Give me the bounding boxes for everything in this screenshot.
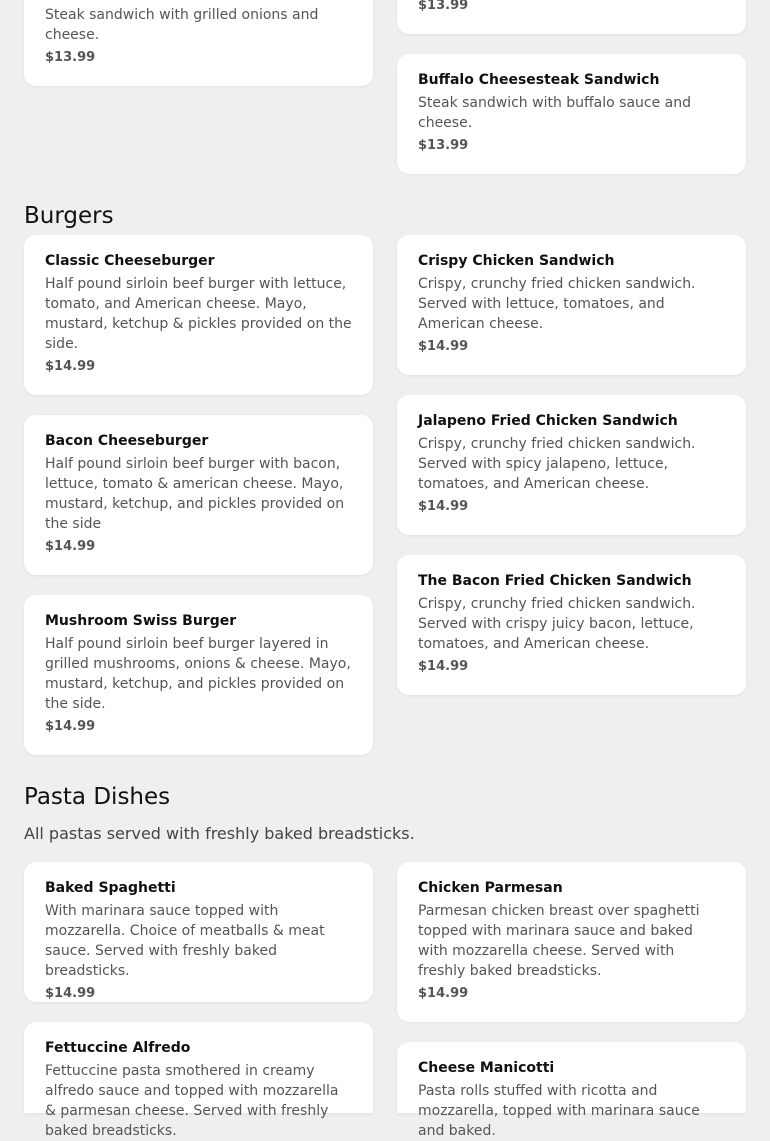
menu-item-price: $14.99 [45,986,96,1001]
menu-item-description: Fettuccine pasta smothered in creamy alfredo sauce and topped with mozzarella & parmesan cheese. Served with freshly baked breadsticks. [45,1063,339,1139]
menu-item-name: Crispy Chicken Sandwich [418,253,615,269]
menu-item-card-cheese-manicotti[interactable] [397,1042,746,1139]
menu-item-description: Half pound sirloin beef burger with lettuce, tomato, and American cheese. Mayo, mustard, ketchup & pickles provided on the side. [45,276,352,352]
section-title-burgers: Burgers [24,203,114,229]
menu-item-description: Steak sandwich with grilled onions and cheese. [45,7,319,43]
menu-item-card-mushroom-swiss[interactable] [24,595,373,755]
menu-item-price: $13.99 [45,50,96,65]
menu-item-price: $14.99 [45,539,96,554]
menu-item-description: Pasta rolls stuffed with ricotta and mozzarella, topped with marinara sauce and baked. [418,1083,700,1139]
menu-item-card-buffalo-cheesesteak[interactable] [397,54,746,174]
menu-item-card-bacon-cheeseburger[interactable] [24,415,373,575]
menu-item-card-crispy-chicken[interactable] [397,235,746,375]
menu-item-description: Crispy, crunchy fried chicken sandwich. Served with crispy juicy bacon, lettuce, tomatoes, and American cheese. [418,596,696,652]
menu-item-price: $14.99 [45,359,96,374]
menu-item-name: Fettuccine Alfredo [45,1040,191,1056]
menu-item-card-cheesesteak[interactable] [397,0,746,34]
menu-item-card-steak-sandwich[interactable] [24,0,373,86]
menu-item-price: $14.99 [418,659,469,674]
menu-item-description: Parmesan chicken breast over spaghetti topped with marinara sauce and baked with mozzarella cheese. Served with freshly baked breadsticks. [418,903,700,979]
menu-item-name: Bacon Cheeseburger [45,433,209,449]
menu-item-card-jalapeno-chicken[interactable] [397,395,746,535]
menu-item-name: Chicken Parmesan [418,880,563,896]
menu-item-description: Steak sandwich with buffalo sauce and cheese. [418,95,692,131]
menu-item-description: Half pound sirloin beef burger layered in grilled mushrooms, onions & cheese. Mayo, mustard, ketchup, and pickles provided on the side. [45,636,351,712]
menu-item-card-fettuccine-alfredo[interactable] [24,1022,373,1139]
menu-item-name: Jalapeno Fried Chicken Sandwich [418,413,678,429]
menu-item-price: $14.99 [45,719,96,734]
menu-item-description: Half pound sirloin beef burger with bacon, lettuce, tomato & american cheese. Mayo, mustard, ketchup, and pickles provided on the side [45,456,345,532]
menu-item-card-bacon-fried-chicken[interactable] [397,555,746,695]
menu-item-price: $13.99 [418,138,469,153]
section-title-pasta: Pasta Dishes [24,784,171,810]
menu-item-name: The Bacon Fried Chicken Sandwich [418,573,692,589]
section-note: All pastas served with freshly baked breadsticks. [24,824,415,843]
menu-item-name: Buffalo Cheesesteak Sandwich [418,72,660,88]
menu-item-card-classic-cheeseburger[interactable] [24,235,373,395]
menu-item-card-chicken-parmesan[interactable] [397,862,746,1022]
menu-item-price: $14.99 [418,499,469,514]
menu-item-price: $13.99 [418,0,469,13]
menu-item-description: With marinara sauce topped with mozzarella. Choice of meatballs & meat sauce. Served with freshly baked breadsticks. [45,903,325,979]
menu-item-name: Mushroom Swiss Burger [45,613,237,629]
menu-item-description: Crispy, crunchy fried chicken sandwich. Served with spicy jalapeno, lettuce, tomatoes, and American cheese. [418,436,696,492]
menu-item-name: Cheese Manicotti [418,1060,555,1076]
menu-item-name: Baked Spaghetti [45,880,176,896]
menu-item-price: $14.99 [418,339,469,354]
menu-item-card-baked-spaghetti[interactable] [24,862,373,1002]
menu-item-name: Classic Cheeseburger [45,253,215,269]
menu-item-price: $14.99 [418,986,469,1001]
menu-item-description: Crispy, crunchy fried chicken sandwich. Served with lettuce, tomatoes, and American cheese. [418,276,696,332]
